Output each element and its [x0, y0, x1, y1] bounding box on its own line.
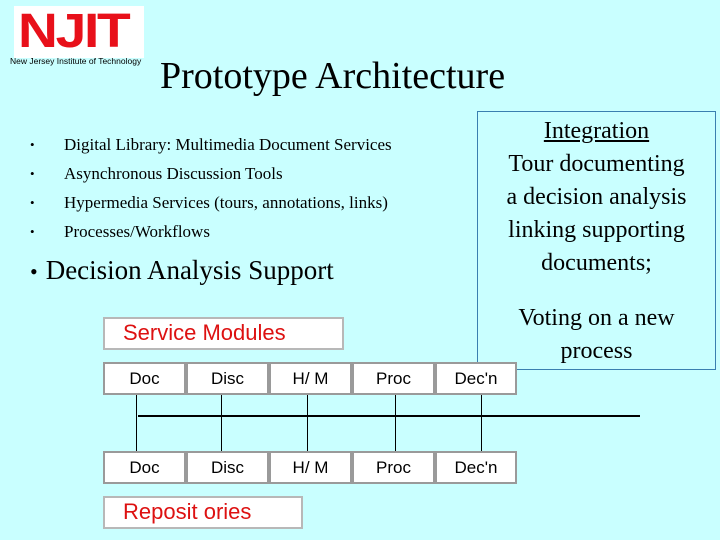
bullet-item — [30, 159, 392, 188]
bullet-text: Digital Library: Multimedia Document Services — [64, 135, 392, 154]
logo-subtitle: New Jersey Institute of Technology — [10, 56, 142, 66]
bullet-dot-icon: • — [30, 166, 35, 181]
voting-paragraph — [478, 302, 715, 368]
njit-logo — [14, 6, 144, 58]
bullet-dot-icon: • — [30, 137, 35, 152]
bullet-dot-icon: • — [30, 224, 35, 239]
bullet-item — [30, 217, 392, 246]
bullet-item — [30, 130, 392, 159]
service-module-doc: Doc — [103, 362, 186, 395]
logo-wordmark: NJIT — [18, 5, 129, 58]
repo-module-disc: Disc — [186, 451, 269, 484]
connector-line — [481, 395, 482, 452]
integration-callout — [477, 111, 716, 370]
repo-module-decn: Dec'n — [435, 451, 517, 484]
bullet-text: Asynchronous Discussion Tools — [64, 164, 283, 183]
repo-module-doc: Doc — [103, 451, 186, 484]
repo-module-proc: Proc — [352, 451, 435, 484]
integration-line: linking supporting — [508, 217, 685, 243]
integration-line: Tour documenting — [508, 151, 685, 177]
bus-line — [138, 415, 640, 417]
connector-line — [395, 395, 396, 452]
bullet-list — [30, 130, 392, 246]
integration-line: a decision analysis — [506, 184, 687, 210]
voting-line: process — [560, 338, 633, 364]
bullet-dot-icon: • — [30, 259, 38, 284]
integration-heading: Integration — [543, 118, 650, 144]
connector-line — [307, 395, 308, 452]
connector-line — [136, 395, 137, 452]
bullet-text: Decision Analysis Support — [45, 255, 334, 285]
integration-line: documents; — [541, 250, 652, 276]
bullet-text: Hypermedia Services (tours, annotations, links) — [64, 193, 388, 212]
service-module-decn: Dec'n — [435, 362, 517, 395]
repositories-header: Reposit ories — [103, 496, 303, 529]
service-module-hm: H/ M — [269, 362, 352, 395]
integration-paragraph — [478, 115, 715, 280]
bullet-item — [30, 188, 392, 217]
service-module-disc: Disc — [186, 362, 269, 395]
repo-module-hm: H/ M — [269, 451, 352, 484]
connector-line — [221, 395, 222, 452]
decision-analysis-bullet — [30, 252, 334, 290]
voting-line: Voting on a new — [518, 305, 675, 331]
service-module-proc: Proc — [352, 362, 435, 395]
bullet-dot-icon: • — [30, 195, 35, 210]
bullet-text: Processes/Workflows — [64, 222, 210, 241]
slide-title: Prototype Architecture — [160, 55, 506, 97]
service-modules-header: Service Modules — [103, 317, 344, 350]
